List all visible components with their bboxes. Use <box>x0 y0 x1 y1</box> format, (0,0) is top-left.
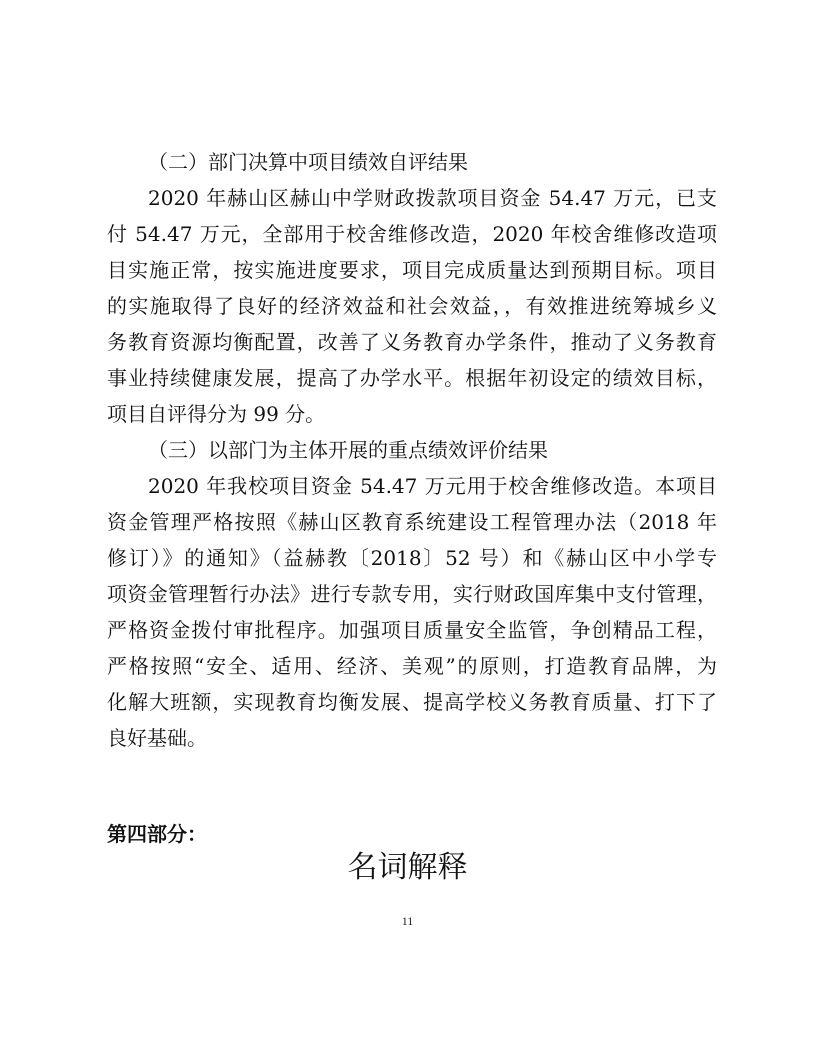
section3-line-7: 化解大班额，实现教育均衡发展、提高学校义务教育质量、打下了 <box>107 690 717 714</box>
page-number: 11 <box>401 914 414 928</box>
section2-heading: （二）部门决算中项目绩效自评结果 <box>148 150 468 174</box>
section2-line-1: 2020 年赫山区赫山中学财政拨款项目资金 54.47 万元，已支 <box>148 186 717 210</box>
section2-line-7: 项目自评得分为 99 分。 <box>107 402 326 426</box>
section3-line-4: 项资金管理暂行办法》进行专款专用，实行财政国库集中支付管理， <box>107 582 717 606</box>
section3-line-6: 严格按照“安全、适用、经济、美观”的原则，打造教育品牌，为 <box>107 654 717 678</box>
section3-line-2: 资金管理严格按照《赫山区教育系统建设工程管理办法（2018 年 <box>107 510 717 534</box>
section2-line-4: 的实施取得了良好的经济效益和社会效益，，有效推进统筹城乡义 <box>107 294 717 318</box>
section3-line-3: 修订）》的通知》（益赫教〔2018〕52 号）和《赫山区中小学专 <box>107 546 717 570</box>
section3-line-5: 严格资金拨付审批程序。加强项目质量安全监管，争创精品工程， <box>107 618 717 642</box>
section2-line-2: 付 54.47 万元，全部用于校舍维修改造，2020 年校舍维修改造项 <box>107 222 717 246</box>
section2-line-3: 目实施正常，按实施进度要求，项目完成质量达到预期目标。项目 <box>107 258 717 282</box>
section2-line-6: 事业持续健康发展，提高了办学水平。根据年初设定的绩效目标， <box>107 366 717 390</box>
section3-heading: （三）以部门为主体开展的重点绩效评价结果 <box>148 438 548 462</box>
section3-line-1: 2020 年我校项目资金 54.47 万元用于校舍维修改造。本项目 <box>148 474 717 498</box>
part-four-heading: 第四部分： <box>107 822 207 846</box>
glossary-title: 名词解释 <box>347 850 468 885</box>
section3-line-8: 良好基础。 <box>107 726 207 750</box>
section2-line-5: 务教育资源均衡配置，改善了义务教育办学条件，推动了义务教育 <box>107 330 717 354</box>
